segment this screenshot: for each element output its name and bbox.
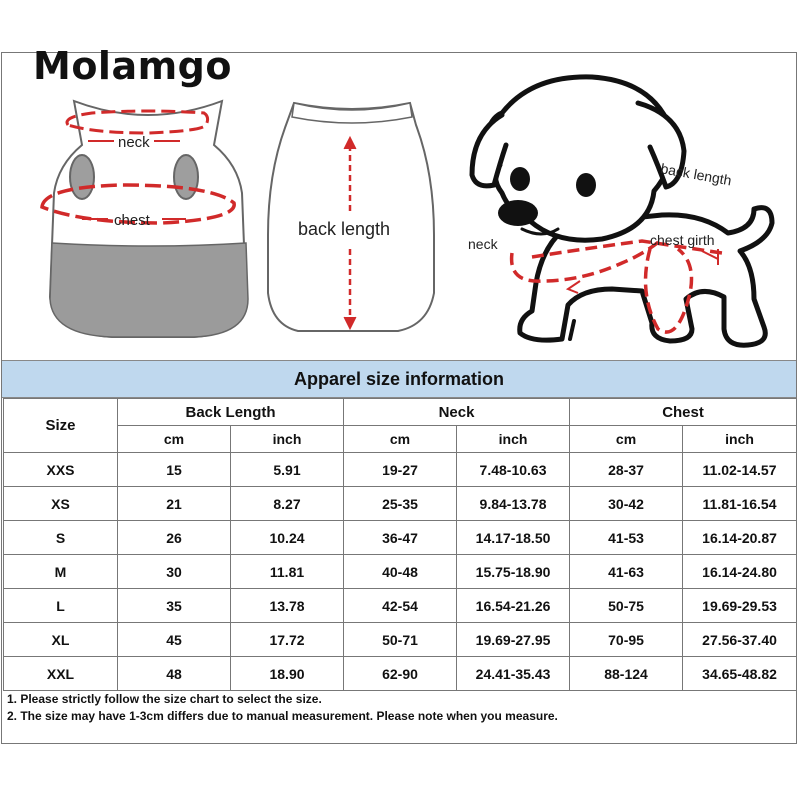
table-row [4, 623, 797, 657]
table-cell: 13.78 [231, 589, 344, 623]
table-cell: 9.84-13.78 [457, 487, 570, 521]
table-cell: 25-35 [344, 487, 457, 521]
note-2: 2. The size may have 1-3cm differs due to manual measurement. Please note when you measure. [7, 709, 558, 723]
table-cell: 18.90 [231, 657, 344, 691]
size-header: Size [4, 399, 118, 453]
table-cell: 27.56-37.40 [683, 623, 797, 657]
size-cell: XL [4, 623, 118, 657]
table-cell: 17.72 [231, 623, 344, 657]
table-row [4, 487, 797, 521]
size-cell: XS [4, 487, 118, 521]
size-cell: XXS [4, 453, 118, 487]
unit-header: cm [344, 426, 457, 453]
group-header-chest: Chest [570, 399, 797, 426]
neck-label: neck [118, 134, 150, 151]
table-cell: 50-71 [344, 623, 457, 657]
table-cell: 11.02-14.57 [683, 453, 797, 487]
table-cell: 16.14-20.87 [683, 521, 797, 555]
table-cell: 30-42 [570, 487, 683, 521]
size-cell: S [4, 521, 118, 555]
table-cell: 26 [118, 521, 231, 555]
size-table [3, 398, 797, 691]
dog-neck-label: neck [468, 236, 498, 252]
table-cell: 62-90 [344, 657, 457, 691]
dog-chest-girth-label: chest girth [650, 232, 715, 248]
table-cell: 42-54 [344, 589, 457, 623]
dog-back-length-label: back length [659, 160, 733, 189]
back-length-label: back length [298, 219, 391, 239]
garment-front-icon [42, 101, 248, 337]
table-cell: 15.75-18.90 [457, 555, 570, 589]
table-cell: 21 [118, 487, 231, 521]
table-cell: 35 [118, 589, 231, 623]
table-row [4, 453, 797, 487]
notes-section [3, 690, 796, 744]
table-cell: 88-124 [570, 657, 683, 691]
table-cell: 30 [118, 555, 231, 589]
table-cell: 70-95 [570, 623, 683, 657]
table-title: Apparel size information [2, 360, 796, 398]
table-cell: 19.69-29.53 [683, 589, 797, 623]
group-header-neck: Neck [344, 399, 570, 426]
size-cell: XXL [4, 657, 118, 691]
table-cell: 45 [118, 623, 231, 657]
size-cell: L [4, 589, 118, 623]
table-cell: 48 [118, 657, 231, 691]
group-header-back-length: Back Length [118, 399, 344, 426]
table-cell: 15 [118, 453, 231, 487]
table-row [4, 555, 797, 589]
table-cell: 40-48 [344, 555, 457, 589]
table-cell: 16.14-24.80 [683, 555, 797, 589]
table-cell: 5.91 [231, 453, 344, 487]
unit-header: cm [570, 426, 683, 453]
table-cell: 11.81-16.54 [683, 487, 797, 521]
unit-header: inch [457, 426, 570, 453]
table-cell: 41-63 [570, 555, 683, 589]
table-cell: 10.24 [231, 521, 344, 555]
brand-logo: Molamgo [33, 44, 232, 88]
dog-icon [472, 77, 772, 345]
note-1: 1. Please strictly follow the size chart to select the size. [7, 692, 322, 706]
unit-header: cm [118, 426, 231, 453]
table-cell: 19.69-27.95 [457, 623, 570, 657]
table-cell: 34.65-48.82 [683, 657, 797, 691]
table-cell: 50-75 [570, 589, 683, 623]
table-cell: 8.27 [231, 487, 344, 521]
unit-header: inch [683, 426, 797, 453]
table-cell: 7.48-10.63 [457, 453, 570, 487]
table-cell: 28-37 [570, 453, 683, 487]
table-cell: 11.81 [231, 555, 344, 589]
unit-header: inch [231, 426, 344, 453]
size-cell: M [4, 555, 118, 589]
table-cell: 14.17-18.50 [457, 521, 570, 555]
table-cell: 16.54-21.26 [457, 589, 570, 623]
measurement-illustration [2, 53, 796, 357]
table-cell: 19-27 [344, 453, 457, 487]
table-row [4, 657, 797, 691]
table-cell: 41-53 [570, 521, 683, 555]
table-cell: 24.41-35.43 [457, 657, 570, 691]
table-row [4, 589, 797, 623]
garment-back-icon [268, 103, 434, 331]
table-row [4, 521, 797, 555]
chest-label: chest [114, 212, 150, 229]
table-cell: 36-47 [344, 521, 457, 555]
